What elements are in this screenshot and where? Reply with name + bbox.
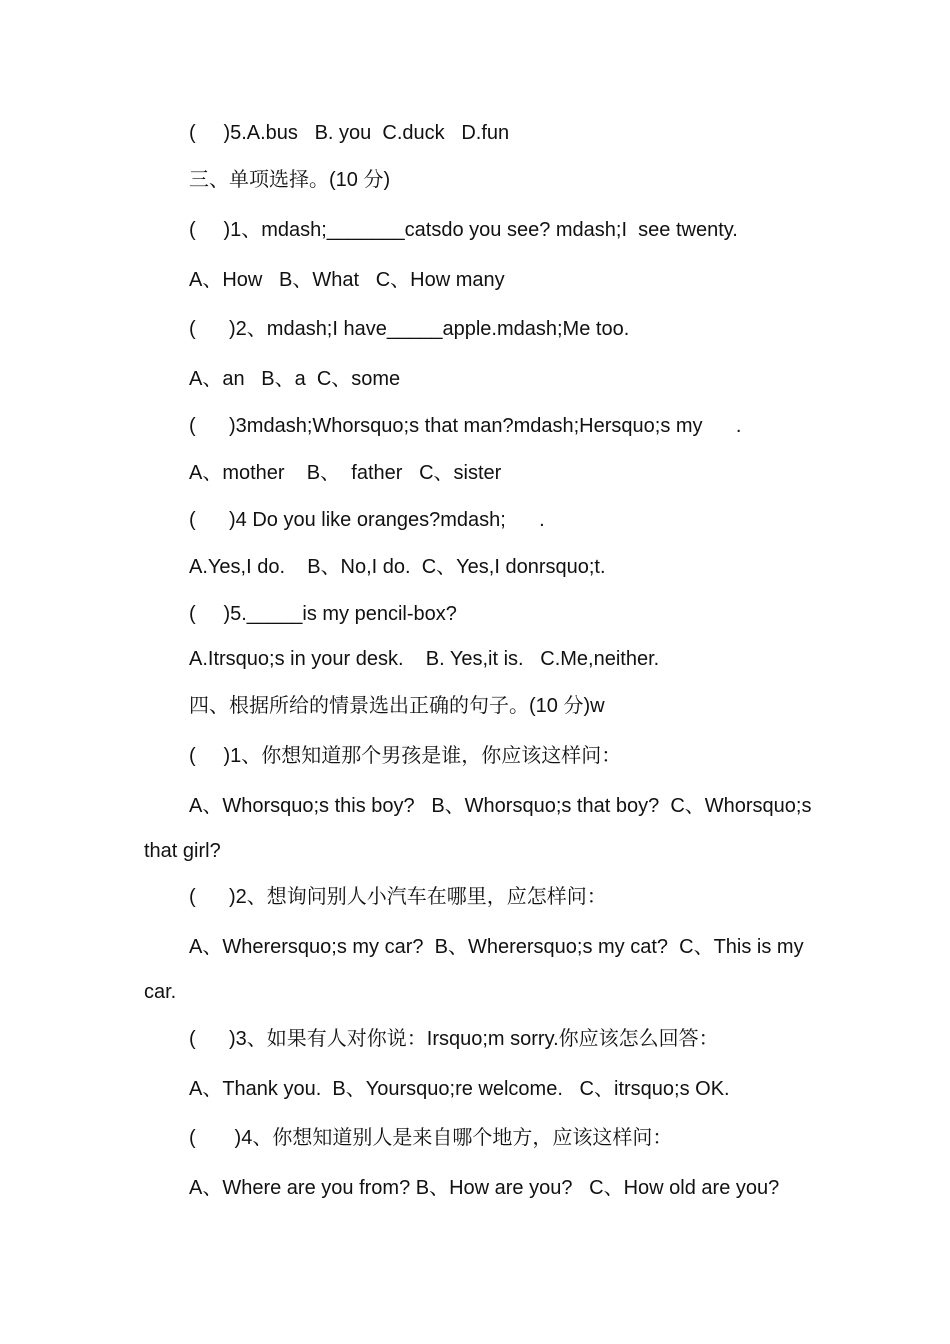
q4-item-3-options: A、Thank you. B、Yoursquo;re welcome. C、itrsquo;s OK. <box>189 1078 730 1100</box>
q4-item-2: ( )2、想询问别人小汽车在哪里，应怎样问： <box>189 886 607 908</box>
q3-item-5: ( )5._____is my pencil-box? <box>189 603 457 625</box>
q4-item-1: ( )1、你想知道那个男孩是谁，你应该这样问： <box>189 745 622 767</box>
q4-item-2-options-cont: car. <box>144 981 177 1003</box>
q3-item-1-options: A、How B、What C、How many <box>189 269 505 291</box>
section-3-heading: 三、单项选择。(10 分) <box>189 169 391 191</box>
q3-item-3-options: A、mother B、 father C、sister <box>189 462 502 484</box>
q3-item-2: ( )2、mdash;I have_____apple.mdash;Me too. <box>189 318 630 340</box>
q3-item-5-options: A.Itrsquo;s in your desk. B. Yes,it is. C.Me,neither. <box>189 648 660 670</box>
q2-item-5: ( )5.A.bus B. you C.duck D.fun <box>189 122 510 144</box>
q4-item-1-options-cont: that girl? <box>144 840 221 862</box>
q4-item-4: ( )4、你想知道别人是来自哪个地方，应该这样问： <box>189 1127 673 1149</box>
section-4-heading: 四、根据所给的情景选出正确的句子。(10 分)w <box>189 695 605 717</box>
q4-item-2-options: A、Wherersquo;s my car? B、Wherersquo;s my cat? C、This is my <box>189 936 804 958</box>
q3-item-1: ( )1、mdash;_______catsdo you see? mdash;I see twenty. <box>189 219 738 241</box>
q3-item-3: ( )3mdash;Whorsquo;s that man?mdash;Hersquo;s my . <box>189 415 742 437</box>
q4-item-4-options: A、Where are you from? B、How are you? C、How old are you? <box>189 1177 780 1199</box>
q3-item-2-options: A、an B、a C、some <box>189 368 401 390</box>
q3-item-4: ( )4 Do you like oranges?mdash; . <box>189 509 545 531</box>
q4-item-1-options: A、Whorsquo;s this boy? B、Whorsquo;s that boy? C、Whorsquo;s <box>189 795 812 817</box>
q3-item-4-options: A.Yes,I do. B、No,I do. C、Yes,I donrsquo;t. <box>189 556 606 578</box>
q4-item-3: ( )3、如果有人对你说：Irsquo;m sorry.你应该怎么回答： <box>189 1028 719 1050</box>
